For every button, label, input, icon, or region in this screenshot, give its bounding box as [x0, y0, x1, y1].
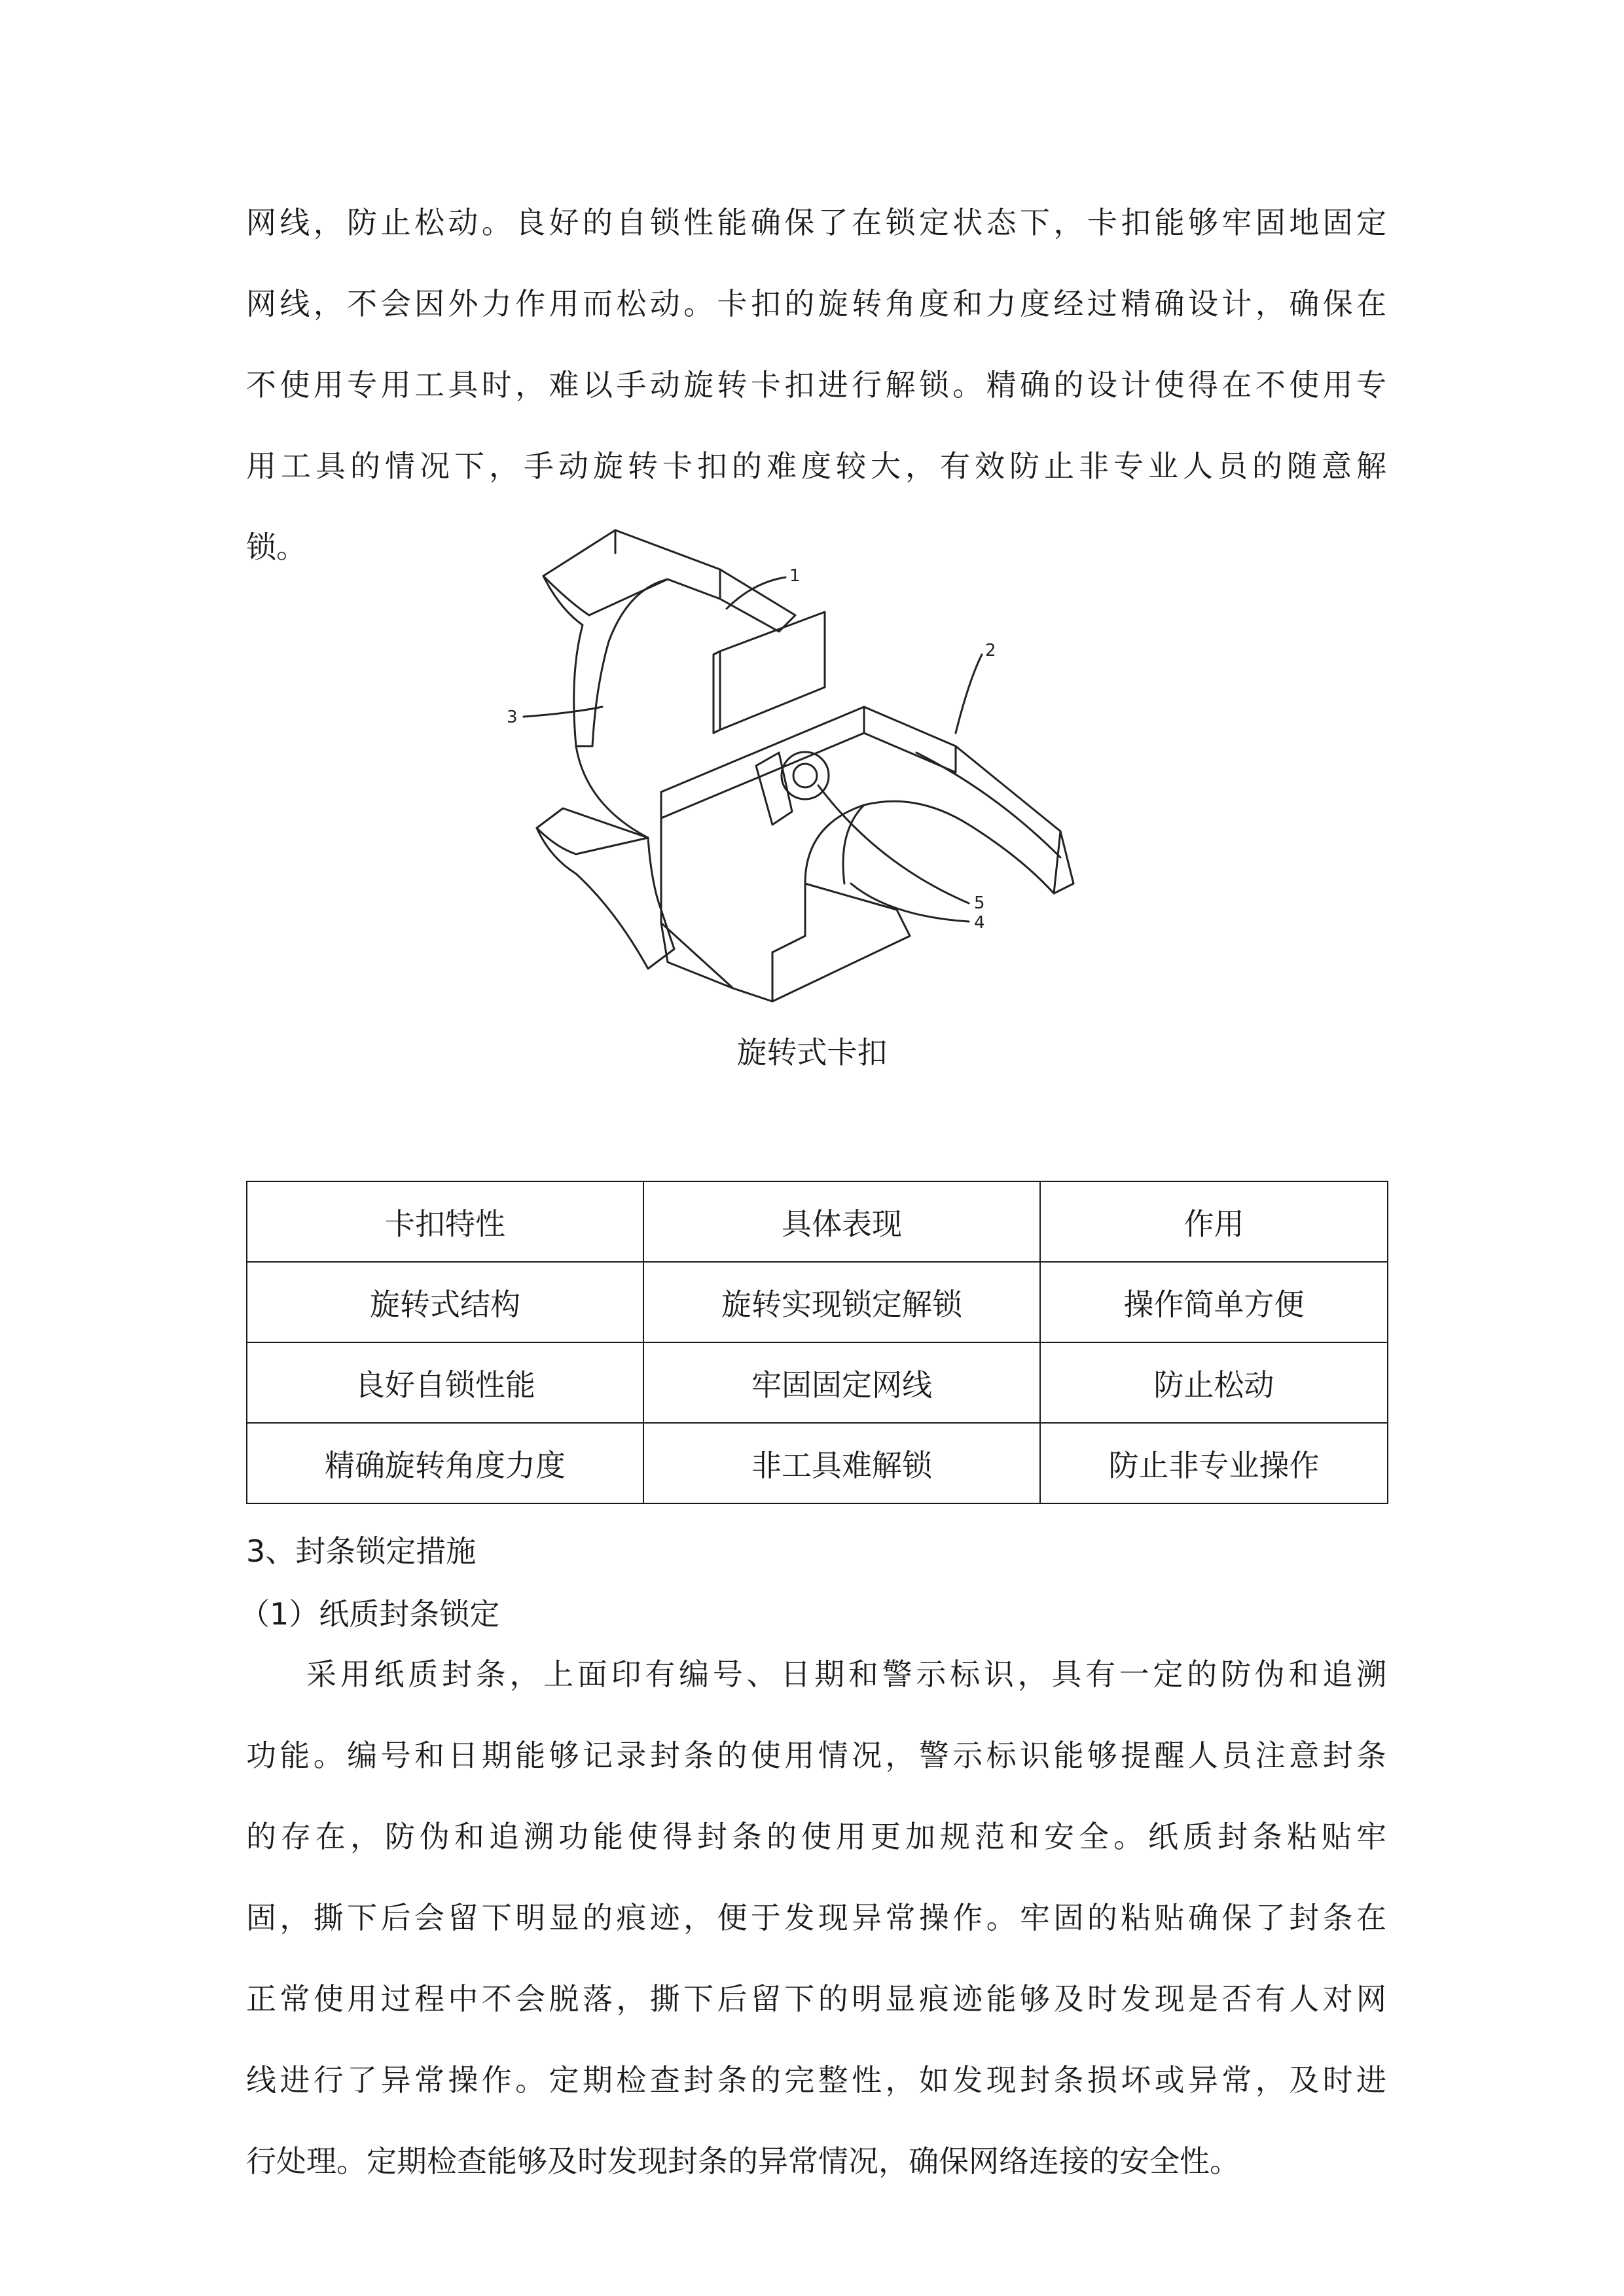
table-cell: 良好自锁性能	[247, 1342, 643, 1423]
section-heading: 3、封条锁定措施	[246, 1534, 477, 1569]
leader-line-3	[524, 707, 602, 717]
section-subheading: （1）纸质封条锁定	[240, 1596, 500, 1632]
table-cell: 旋转式结构	[247, 1262, 643, 1342]
leader-line-5	[818, 785, 969, 903]
table-header-cell: 作用	[1040, 1181, 1388, 1262]
text-line: 用工具的情况下，手动旋转卡扣的难度较大，有效防止非专业人员的随意解	[246, 448, 1386, 484]
right-clip	[661, 707, 1074, 1001]
table-row	[247, 1342, 1388, 1423]
table-header-row	[247, 1181, 1388, 1262]
text-line: 功能。编号和日期能够记录封条的使用情况，警示标识能够提醒人员注意封条	[246, 1738, 1386, 1773]
table-cell: 牢固固定网线	[643, 1342, 1040, 1423]
table-cell: 防止松动	[1040, 1342, 1388, 1423]
callout-2: 2	[985, 641, 996, 660]
callout-1: 1	[789, 566, 801, 586]
body-paragraph	[246, 1634, 1386, 2202]
table-cell: 精确旋转角度力度	[247, 1423, 643, 1503]
table-cell: 旋转实现锁定解锁	[643, 1262, 1040, 1342]
table-row	[247, 1262, 1388, 1342]
text-line: 行处理。定期检查能够及时发现封条的异常情况，确保网络连接的安全性。	[246, 2144, 1240, 2179]
text-line: 固，撕下后会留下明显的痕迹，便于发现异常操作。牢固的粘贴确保了封条在	[246, 1900, 1386, 1935]
table-header-cell: 具体表现	[643, 1181, 1040, 1262]
figure-caption: 旋转式卡扣	[736, 1035, 888, 1070]
rotary-clip-figure	[497, 517, 1126, 1014]
text-line: 采用纸质封条，上面印有编号、日期和警示标识，具有一定的防伪和追溯	[306, 1657, 1386, 1692]
table-header-cell: 卡扣特性	[247, 1181, 643, 1262]
leader-line-2	[956, 655, 982, 733]
table-row	[247, 1423, 1388, 1503]
table-cell: 非工具难解锁	[643, 1423, 1040, 1503]
callout-5: 5	[974, 893, 985, 913]
clip-properties-table	[246, 1181, 1388, 1504]
text-line: 的存在，防伪和追溯功能使得封条的使用更加规范和安全。纸质封条粘贴牢	[246, 1819, 1386, 1854]
callout-3: 3	[507, 708, 518, 727]
callout-4: 4	[974, 913, 985, 933]
lower-arm	[537, 808, 674, 969]
text-line: 线进行了异常操作。定期检查封条的完整性，如发现封条损坏或异常，及时进	[246, 2062, 1386, 2098]
text-line: 网线，防止松动。良好的自锁性能确保了在锁定状态下，卡扣能够牢固地固定	[246, 205, 1386, 240]
text-line: 网线，不会因外力作用而松动。卡扣的旋转角度和力度经过精确设计，确保在	[246, 286, 1386, 321]
hinge-inner	[793, 764, 817, 787]
text-line: 锁。	[246, 529, 306, 565]
text-line: 正常使用过程中不会脱落，撕下后留下的明显痕迹能够及时发现是否有人对网	[246, 1981, 1386, 2017]
text-line: 不使用专用工具时，难以手动旋转卡扣进行解锁。精确的设计使得在不使用专	[246, 367, 1386, 403]
table-cell: 防止非专业操作	[1040, 1423, 1388, 1503]
center-plate	[720, 612, 825, 730]
table-cell: 操作简单方便	[1040, 1262, 1388, 1342]
